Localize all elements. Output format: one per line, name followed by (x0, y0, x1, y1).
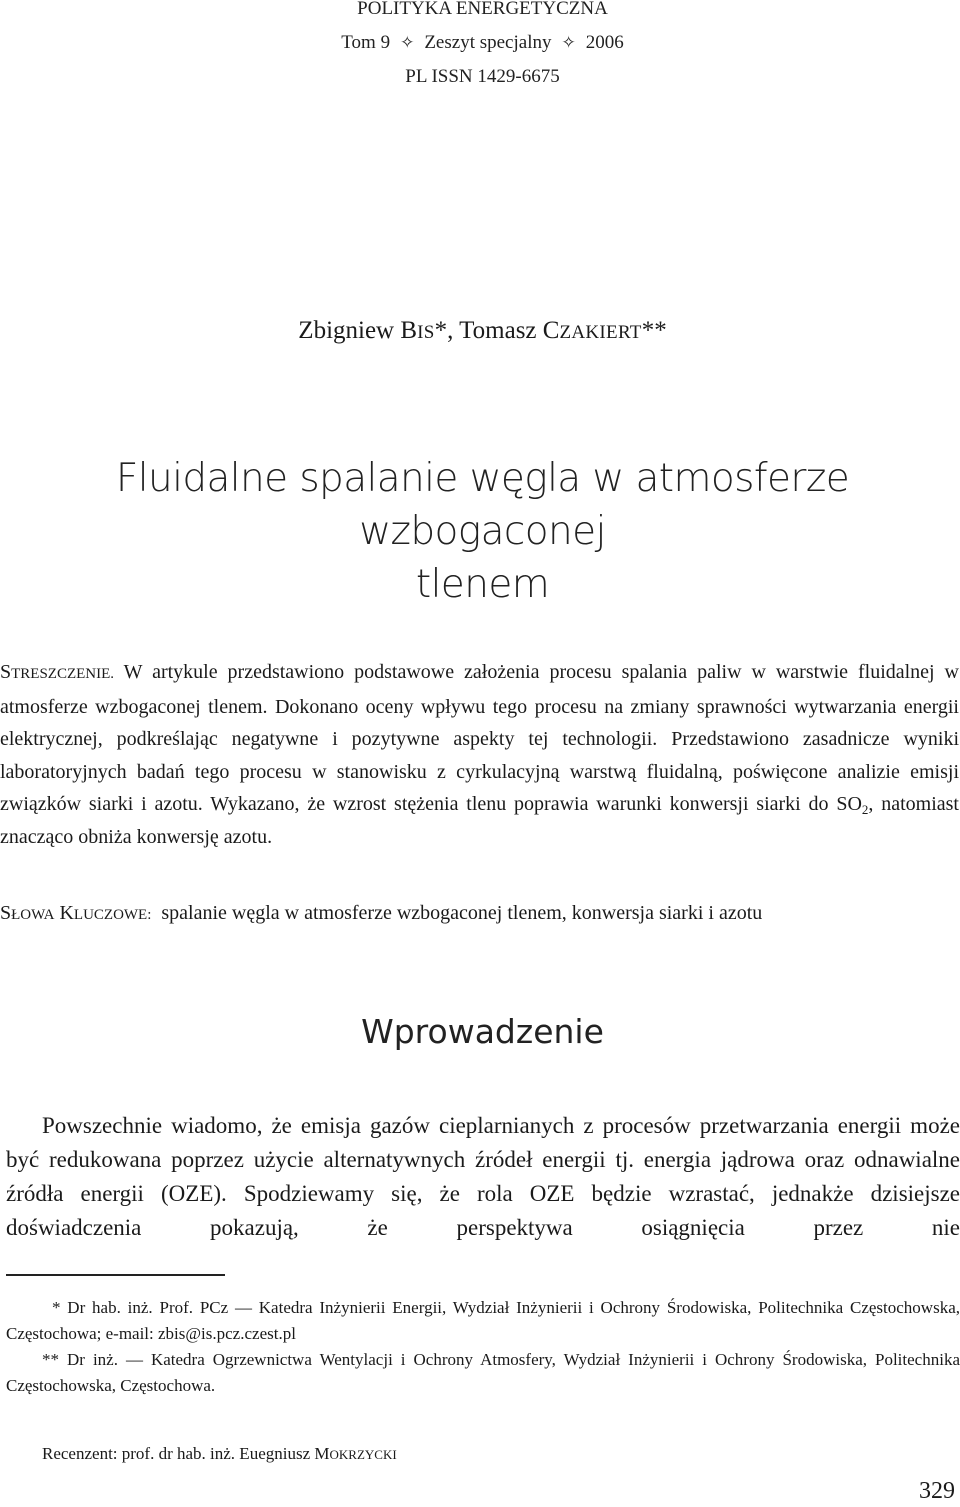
footnote-1: * Dr hab. inż. Prof. PCz — Katedra Inżynierii Energii, Wydział Inżynierii i Ochrony Środowiska, Politechnika Częstochowska, Częstochowa; e-mail: zbis@is.pcz.czest.pl (6, 1298, 960, 1343)
author-1-surname: BIS (400, 317, 435, 344)
reviewer-line (42, 1441, 397, 1468)
footnote-divider (6, 1274, 225, 1276)
body-paragraph: Powszechnie wiadomo, że emisja gazów cieplarnianych z procesów przetwarzania energii może być redukowana poprzez użycie alternatywnych źródeł energii tj. energia jądrowa oraz odnawialne źródła energii (OZE). Spodziewamy się, że rola OZE będzie wzrastać, jednakże dzisiejsze doświadczenia pokazują, że perspektywa osiągnięcia przez nie (6, 1113, 960, 1240)
abstract-label: STRESZCZENIE. (0, 661, 115, 683)
title-line-1: Fluidalne spalanie węgla w atmosferze wzbogaconej (115, 456, 850, 554)
page-number: 329 (919, 1478, 955, 1504)
abstract-text-end: , natomiast znacząco obniża konwersję azotu. (0, 793, 959, 848)
author-2-given: Tomasz (459, 317, 537, 344)
abstract-text: W artykule przedstawiono podstawowe założenia procesu spalania paliw w warstwie fluidalnej w atmosferze wzbogaconej tlenem. Dokonano oceny wpływu tego procesu na zmiany sprawności wytwarzania energii elektrycznej, podkreślając negatywne i pozytywne aspekty tej technologii. Przedstawiono zasadnicze wyniki laboratoryjnych badań tego procesu w stanowisku z cyrkulacyjną warstwą fluidalną, poświęcone analizie emisji związków siarki i azotu. Wykazano, że wzrost stężenia tlenu poprawia warunki konwersji siarki do SO (0, 661, 960, 815)
journal-volume: Tom 9 (341, 32, 391, 53)
abstract (0, 656, 960, 853)
diamond-separator-icon: ✧ (561, 33, 576, 52)
reviewer-surname: MOKRZYCKI (314, 1444, 397, 1463)
journal-issn: PL ISSN 1429-6675 (405, 66, 560, 87)
keywords (0, 898, 960, 930)
author-2-surname: CZAKIERT (542, 317, 642, 344)
keywords-text: spalanie węgla w atmosferze wzbogaconej tlenem, konwersja siarki i azotu (161, 902, 763, 924)
keywords-label: SŁOWA KLUCZOWE: (0, 902, 152, 924)
footnote-2: ** Dr inż. — Katedra Ogrzewnictwa Wentylacji i Ochrony Atmosfery, Wydział Inżynierii i Ochrony Środowiska, Politechnika Częstochowska, Częstochowa. (6, 1350, 960, 1395)
author-2-mark: ** (641, 317, 667, 344)
reviewer-prefix: Recenzent: prof. dr hab. inż. Euegniusz (42, 1444, 311, 1463)
journal-issue: Zeszyt specjalny (424, 32, 552, 53)
abstract-subscript: 2 (861, 802, 869, 817)
journal-year: 2006 (585, 32, 624, 53)
journal-name: POLITYKA ENERGETYCZNA (357, 0, 608, 19)
footnotes (6, 1295, 960, 1399)
section-heading: Wprowadzenie (361, 1012, 604, 1051)
journal-volume-line (0, 31, 960, 55)
author-1-mark: *, (434, 317, 454, 344)
author-1-given: Zbigniew (298, 317, 395, 344)
article-title (0, 452, 960, 611)
title-line-2: tlenem (415, 562, 550, 607)
author-line (0, 315, 960, 349)
diamond-separator-icon: ✧ (400, 33, 415, 52)
